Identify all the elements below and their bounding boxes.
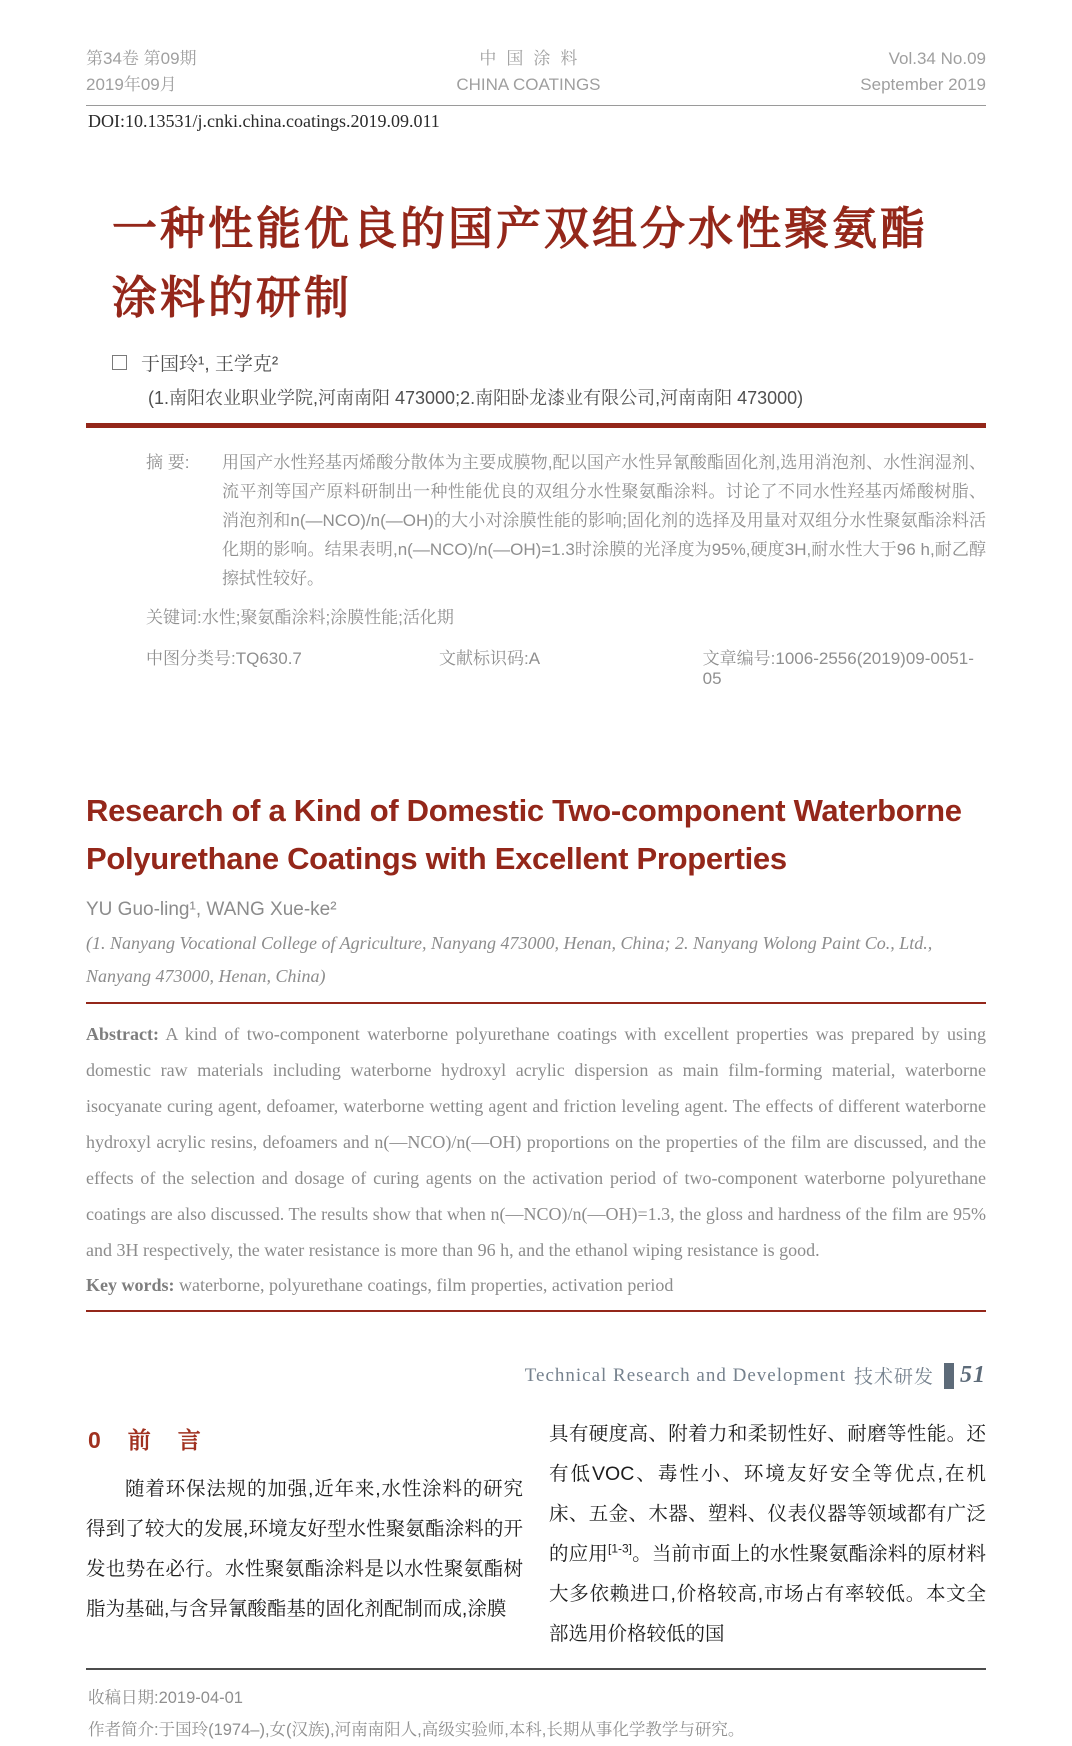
authors-cn-row	[112, 349, 986, 376]
date-en: September 2019	[860, 75, 986, 95]
journal-header	[86, 46, 986, 106]
article-id: 文章编号:1006-2556(2019)09-0051-05	[702, 649, 974, 689]
abstract-cn-text: 用国产水性羟基丙烯酸分散体为主要成膜物,配以国产水性异氰酸酯固化剂,选用消泡剂、水性润湿剂、流平剂等国产原料研制出一种性能优良的双组分水性聚氨酯涂料。讨论了不同水性羟基丙烯酸树脂、消泡剂和n(—NCO)/n(—OH)的大小对涂膜性能的影响;固化剂的选择及用量对双组分水性聚氨酯涂料活化期的影响。结果表明,n(—NCO)/n(—OH)=1.3时涂膜的光泽度为95%,硬度3H,耐水性大于96 h,耐乙醇擦拭性较好。	[222, 453, 986, 589]
intro-right-text: 具有硬度高、附着力和柔韧性好、耐磨等性能。还有低VOC、毒性小、环境友好安全等优点,在机床、五金、木器、塑料、仪表仪器等领域都有广泛的应用	[549, 1423, 986, 1566]
intro-right-text-cont: 。当前市面上的水性聚氨酯涂料的原材料大多依赖进口,价格较高,市场占有率较低。本文全部选用价格较低的国	[549, 1543, 986, 1646]
affiliation-cn: (1.南阳农业职业学院,河南南阳 473000;2.南阳卧龙漆业有限公司,河南南阳 473000)	[148, 388, 804, 409]
column-left	[86, 1420, 523, 1654]
author-marker-icon	[112, 355, 127, 370]
clc-number: 中图分类号:TQ630.7	[146, 649, 302, 669]
footer-section-cn: 技术研发	[853, 1367, 934, 1388]
footnote-divider	[86, 1668, 986, 1670]
authors-en: YU Guo-ling¹, WANG Xue-ke²	[86, 899, 337, 921]
author-bio: 作者简介:于国玲(1974–),女(汉族),河南南阳人,高级实验师,本科,长期从事化学教学与研究。	[88, 1721, 745, 1740]
keywords-en-text: waterborne, polyurethane coatings, film properties, activation period	[174, 1275, 674, 1296]
author-names-cn: 于国玲¹, 王学克²	[141, 354, 279, 376]
keywords-en-label: Key words:	[86, 1275, 175, 1296]
english-divider-bottom	[86, 1310, 986, 1312]
intro-paragraph-right	[549, 1414, 986, 1654]
english-divider-top	[86, 1002, 986, 1004]
keywords-en-row	[86, 1268, 986, 1302]
citation-ref: [1-3]	[608, 1541, 633, 1556]
volume-issue-cn: 第34卷 第09期	[86, 49, 197, 68]
page-number: 51	[960, 1362, 986, 1388]
article-title-cn	[112, 194, 986, 334]
title-cn-line2: 涂料的研制	[112, 272, 353, 324]
document-code: 文献标识码:A	[438, 649, 541, 669]
footer-section-en: Technical Research and Development	[524, 1364, 846, 1386]
title-cn-line1: 一种性能优良的国产双组分水性聚氨酯	[112, 202, 929, 254]
abstract-cn-label: 摘 要:	[146, 453, 190, 473]
footnotes-block	[88, 1682, 986, 1746]
keywords-cn-row	[146, 603, 986, 628]
title-divider-rule	[86, 423, 986, 428]
section-heading-intro: 0 前 言	[88, 1427, 203, 1454]
column-right	[549, 1420, 986, 1654]
keywords-cn-label: 关键词:	[146, 608, 202, 628]
abstract-en-label: Abstract:	[86, 1024, 159, 1045]
keywords-cn-text: 水性;聚氨酯涂料;涂膜性能;活化期	[201, 608, 454, 628]
abstract-en	[86, 1016, 986, 1268]
affiliation-en: (1. Nanyang Vocational College of Agriculture, Nanyang 473000, Henan, China; 2. Nanyang Wolong Paint Co., Ltd., Nanyang 473000, Henan, China)	[86, 933, 933, 986]
journal-name-en: CHINA COATINGS	[456, 75, 601, 95]
article-title-en	[86, 787, 986, 883]
title-en-line2: Polyurethane Coatings with Excellent Properties	[86, 841, 787, 877]
header-left	[86, 46, 197, 99]
volume-issue-en: Vol.34 No.09	[888, 49, 986, 68]
classification-row	[146, 644, 986, 689]
journal-name-cn: 中国涂料	[479, 49, 588, 68]
footer-bar-icon	[944, 1363, 954, 1389]
date-cn: 2019年09月	[86, 75, 177, 95]
intro-paragraph-left: 随着环保法规的加强,近年来,水性涂料的研究得到了较大的发展,环境友好型水性聚氨酯涂料的开发也势在必行。水性聚氨酯涂料是以水性聚氨酯树脂为基础,与含异氰酸酯基的固化剂配制而成,涂膜	[86, 1478, 523, 1621]
doi-line: DOI:10.13531/j.cnki.china.coatings.2019.09.011	[88, 110, 440, 131]
title-en-line1: Research of a Kind of Domestic Two-component Waterborne	[86, 793, 962, 829]
received-date: 收稿日期:2019-04-01	[88, 1689, 243, 1708]
body-columns	[86, 1420, 986, 1654]
abstract-en-text: A kind of two-component waterborne polyurethane coatings with excellent properties was prepared by using domestic raw materials including waterborne hydroxyl acrylic dispersion as main film-forming material, waterborne isocyanate curing agent, defoamer, waterborne wetting agent and friction leveling agent. The effects of different waterborne hydroxyl acrylic resins, defoamers and n(—NCO)/n(—OH) proportions on the properties of the film are discussed, and the effects of the selection and dosage of curing agents on the activation period of two-component waterborne polyurethane coatings are also discussed. The results show that when n(—NCO)/n(—OH)=1.3, the gloss and hardness of the film are 95% and 3H respectively, the water resistance is more than 96 h, and the ethanol wiping resistance is good.	[86, 1024, 986, 1261]
abstract-cn	[146, 448, 986, 593]
page-footer	[525, 1362, 986, 1389]
header-center	[456, 46, 600, 99]
header-right	[860, 46, 986, 99]
